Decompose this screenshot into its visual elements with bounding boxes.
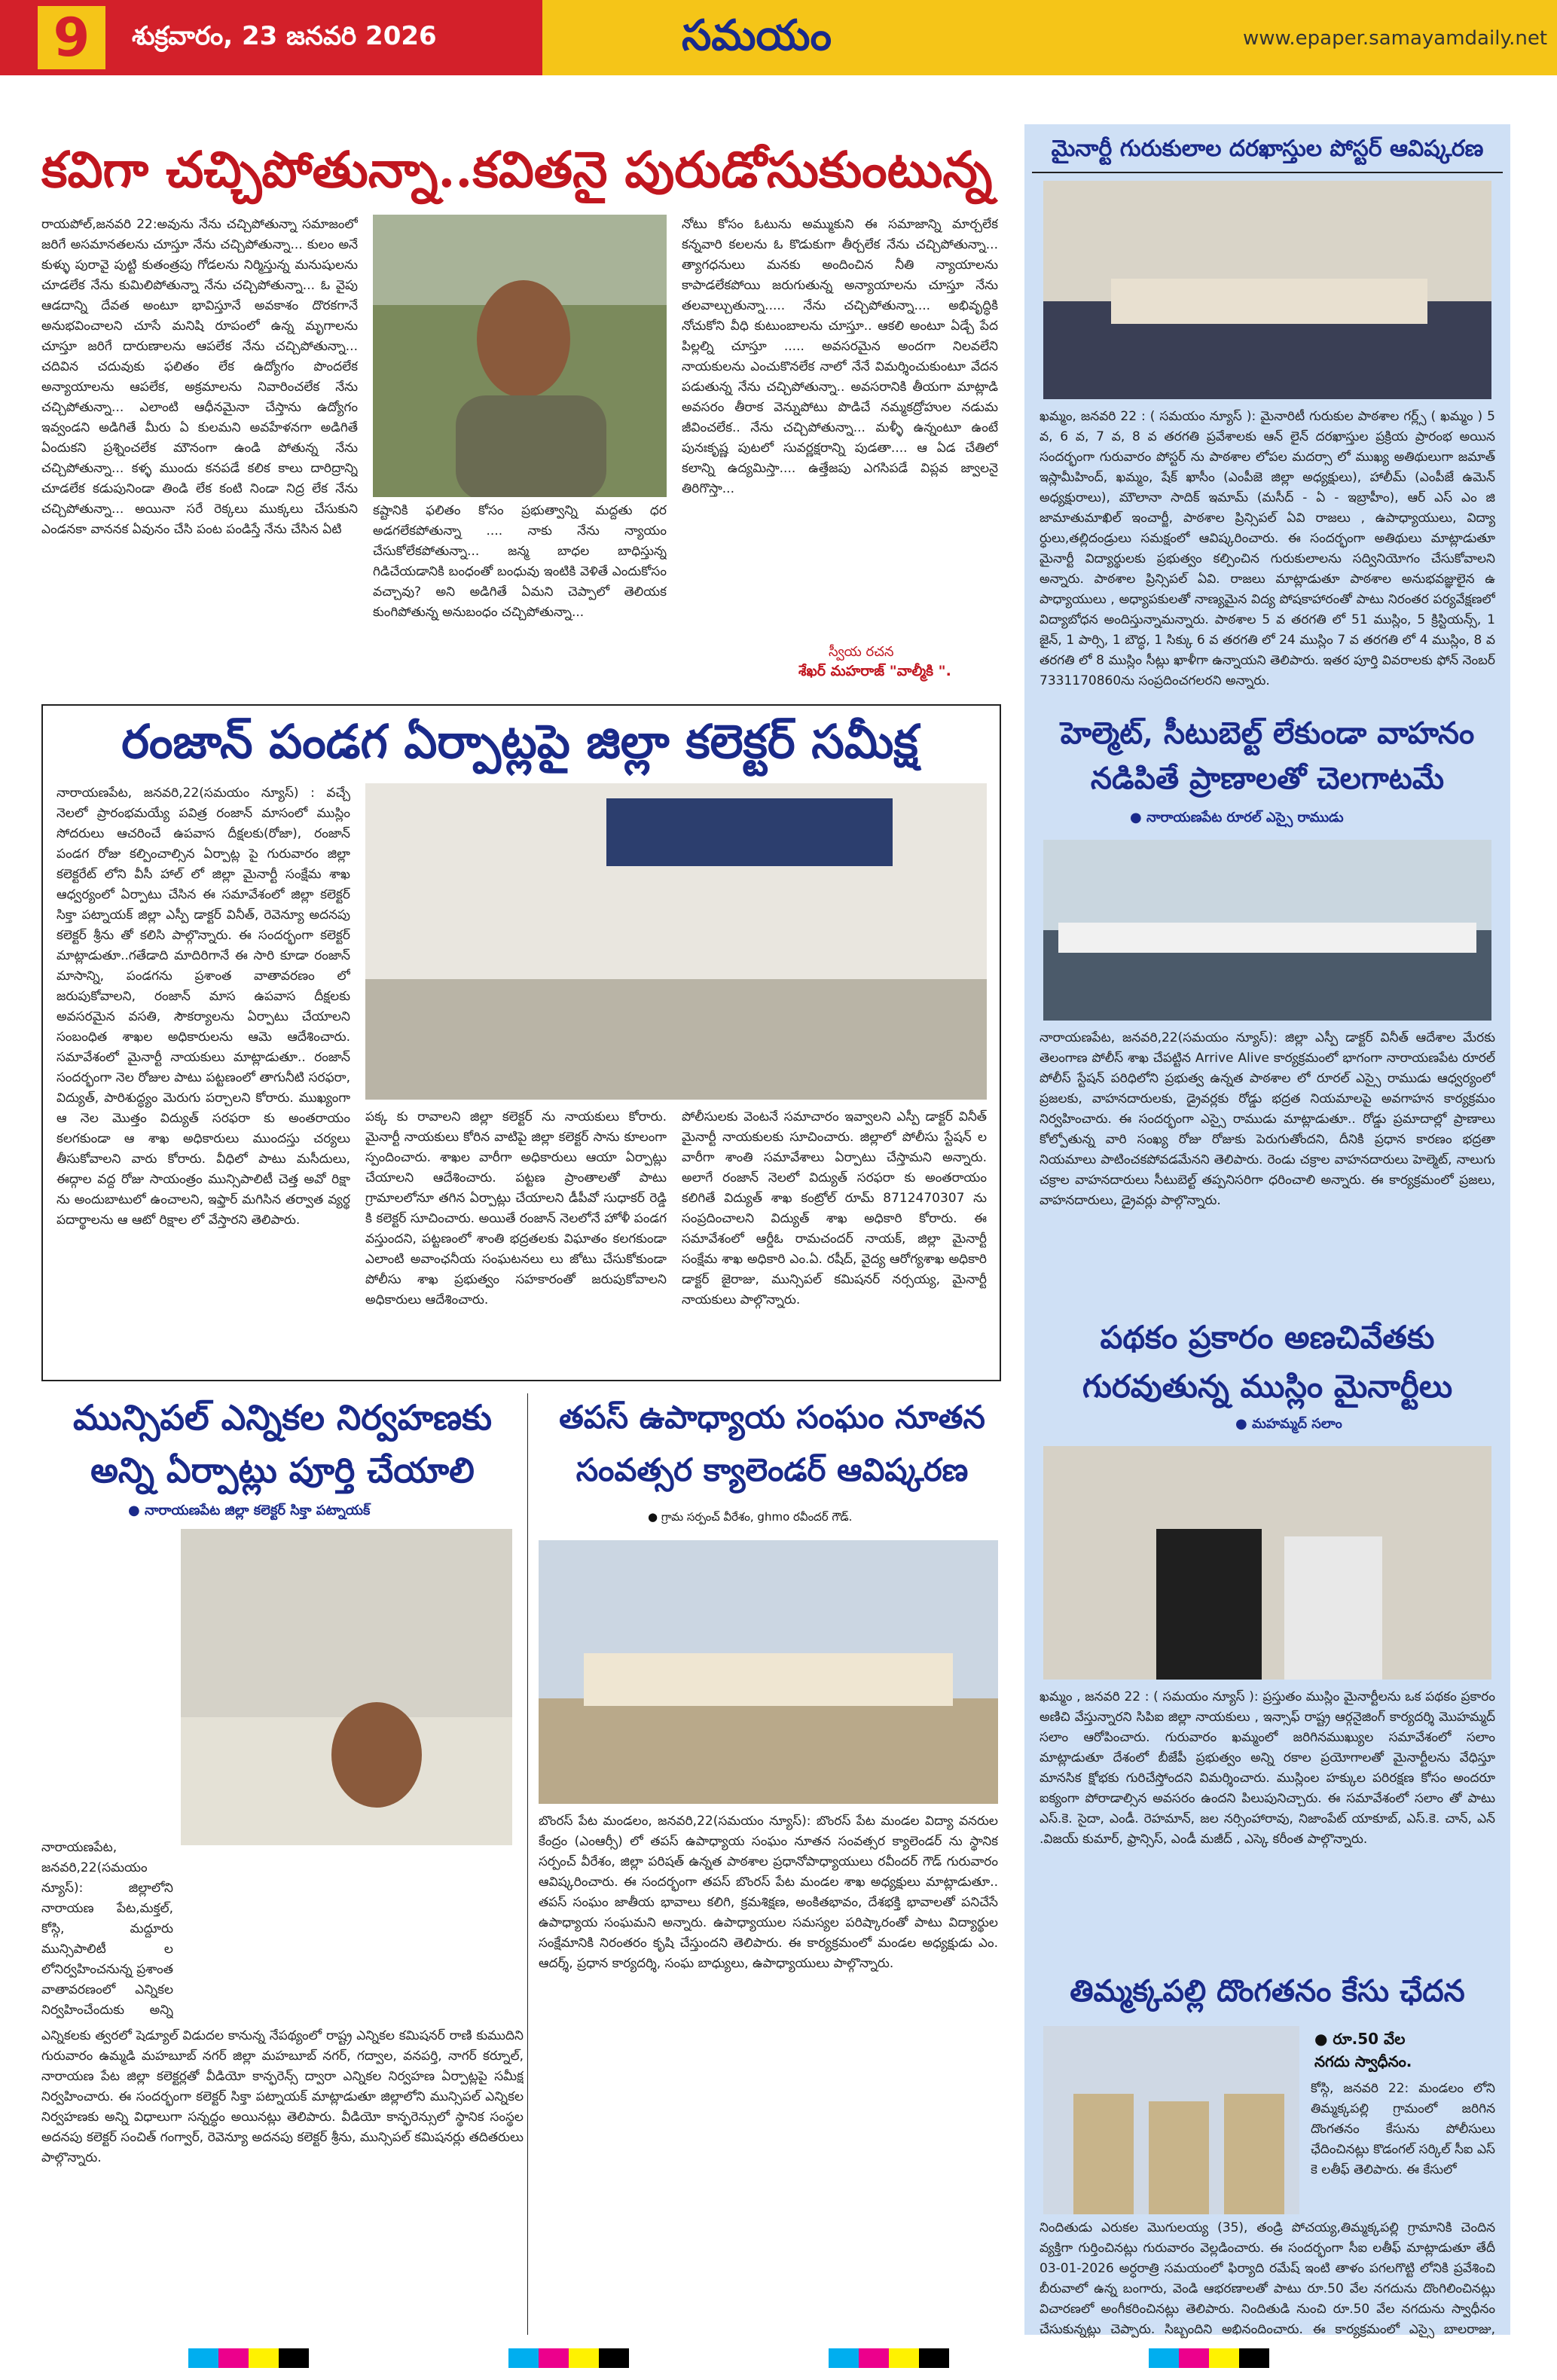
- ramzan-col1: నారాయణపేట, జనవరి,22(సమయం న్యూస్) : వచ్చే నెలలో ప్రారంభమయ్యే పవిత్ర రంజాన్ మాసంలో ముస్లిం సోదరులు ఆచరించే ఉపవాస దీక్షలకు(రోజా), రంజాన్ పండగ రోజు కల్పించాల్సిన ఏర్పాట్ల పై గురువారం జిల్లా కలెక్టరేట్ లోని వీసీ హాల్ లో జిల్లా మైనార్టీ సంక్షేమ శాఖ ఆధ్వర్యంలో ఏర్పాటు చేసిన ఈ సమావేశంలో జిల్లా కలెక్టర్ సిక్తా పట్నాయక్ జిల్లా ఎస్పీ డాక్టర్ వినీత్, రెవెన్యూ అదనపు కలెక్టర్ శ్రీను తో కలిసి పాల్గొన్నారు. ఈ సందర్భంగా కలెక్టర్ మాట్లాడుతూ..గతేడాది మాదిరిగానే ఈ సారి కూడా రంజాన్ మాసాన్ని, పండగను ప్రశాంత వాతావరణం లో జరుపుకోవాలని, రంజాన్ మాస ఉపవాస దీక్షలకు అవసరమైన వసతి, సౌకర్యాలను ఏర్పాటు చేయాలని సంబంధిత శాఖల అధికారులను ఆమె ఆదేశించారు. సమావేశంలో మైనార్టీ నాయకులు మాట్లాడుతూ.. రంజాన్ సందర్భంగా నెల రోజుల పాటు పట్టణంలో తాగునీటి సరఫరా, విద్యుత్, పారిశుద్ధ్యం మెరుగు పర్చాలని కోరారు. ముఖ్యంగా ఆ నెల మొత్తం విద్యుత్ సరఫరా కు అంతరాయం కలగకుండా ఆ శాఖ అధికారులు ముందస్తు చర్యలు తీసుకోవాలని వారు కోరారు. వీధిలో పాటు మసీదులు, ఈద్గాల వద్ద రోజు సాయంత్రం మున్సిపాలిటీ చెత్త అవో రిక్షా ను అందుబాటులో ఉంచాలని, ఇఫ్తార్ మగిసిన తర్వాత వ్యర్థ పదార్థాలను ఆ ఆటో రిక్షాల లో వేస్తారని తెలిపారు.: [56, 786, 350, 1228]
- ramzan-col2: పక్క కు రావాలని జిల్లా కలెక్టర్ ను నాయకులు కోరారు. మైనార్టీ నాయకులు కోరిన వాటిపై జిల్లా కలెక్టర్ సాను కూలంగా స్పందించారు. శాఖల వారీగా అధికారులు ఆయా ఏర్పాట్లు చేయాలని ఆదేశించారు. పట్టణ ప్రాంతాలతో పాటు గ్రామాలలోనూ తగిన ఏర్పాట్లు చేయాలని డీపీవో సుధాకర్ రెడ్డి కి కలెక్టర్ సూచించారు. అయితే రంజాన్ నెలలోనే హోళీ పండగ వస్తుందని, పట్టణంలో శాంతి భద్రతలకు విఘాతం కలగకుండా ఎలాంటి అవాంఛనీయ సంఘటనలు లు జోటు చేసుకోకుండా పోలీసు శాఖ ప్రభుత్వం సహకారంతో జరుపుకోవాలని అధికారులు ఆదేశించారు.: [365, 1109, 667, 1307]
- masthead: సమయం: [682, 11, 832, 60]
- epaper-url[interactable]: www.epaper.samayamdaily.net: [1243, 27, 1548, 50]
- minority-poster-photo: [1043, 181, 1491, 399]
- ramzan-col3: పోలీసులకు వెంటనే సమాచారం ఇవ్వాలని ఎస్పీ డాక్టర్ వినీత్ మైనార్టీ నాయకులకు సూచించారు. జిల్లాలో పోలీసు స్టేషన్ ల వారీగా శాంతి సమావేశాలు ఏర్పాటు చేస్తామని అన్నారు. అలాగే రంజాన్ నెలలో విద్యుత్ సరఫరా కు అంతరాయం కలిగితే విద్యుత్ శాఖ కంట్రోల్ రూమ్ 8712470307 ను సంప్రదించాలని విద్యుత్ శాఖ అధికారి కోరారు. ఈ సమావేశంలో ఆర్డీఓ రామచందర్ నాయక్, జిల్లా మైనార్టీ సంక్షేమ శాఖ అధికారి ఎం.ఏ. రషీద్, వైద్య ఆరోగ్యశాఖ అధికారి డాక్టర్ జైరాజు, మున్సిపల్ కమిషనర్ నర్సయ్య, మైనార్టీ నాయకులు పాల్గొన్నారు.: [682, 1109, 987, 1307]
- theft-tag-2: నగదు స్వాధీనం.: [1314, 2052, 1412, 2070]
- muslim-headline-1: పథకం ప్రకారం అణచివేతకు: [1100, 1319, 1435, 1356]
- helmet-photo: [1043, 840, 1491, 1021]
- helmet-photo-art: [1043, 840, 1491, 1021]
- ramzan-headline: రంజాన్ పండగ ఏర్పాట్లపై జిల్లా కలెక్టర్ సమీక్ష: [121, 714, 918, 769]
- ramzan-photo-art: [365, 783, 987, 1100]
- minority-poster-headline: మైనార్టీ గురుకులాల దరఖాస్తుల పోస్టర్ ఆవిష్కరణ: [1051, 136, 1484, 162]
- tapas-body: బొంరస్ పేట మండలం, జనవరి,22(సమయం న్యూస్): బొంరస్ పేట మండల విద్యా వనరుల కేంద్రం (ఎంఆర్సీ) లో తపస్ ఉపాధ్యాయ సంఘం నూతన సంవత్సర క్యాలెండర్ ను స్థానిక సర్పంచ్ వీరేశం, జిల్లా పరిషత్ ఉన్నత పాఠశాల ప్రధానోపాధ్యాయులు రవీందర్ గౌడ్ గురువారం ఆవిష్కరించారు. ఈ సందర్భంగా తపస్ బొంరస్ పేట మండల శాఖ అధ్యక్షులు మాట్లాడుతూ.. తపస్ సంఘం జాతీయ భావాలు కలిగి, క్రమశిక్షణ, అంకితభావం, దేశభక్తి భావాలతో పనిచేసే ఉపాధ్యాయ సంఘమని అన్నారు. ఉపాధ్యాయుల సమస్యల పరిష్కారంతో పాటు విద్యార్థుల సంక్షేమానికి నిరంతరం కృషి చేస్తుందని తెలిపారు. ఈ కార్యక్రమంలో మండల అధ్యక్షుడు ఎం. ఆదర్శ్, ప్రధాన కార్యదర్శి, సంఘ బాధ్యులు, ఉపాధ్యాయులు పాల్గొన్నారు.: [539, 1814, 998, 1971]
- divider: [1032, 172, 1503, 173]
- theft-headline: తిమ్మక్కపల్లి దొంగతనం కేసు ఛేదన: [1070, 1973, 1465, 2009]
- theft-tag-1: ● రూ.50 వేల: [1314, 2030, 1406, 2048]
- poem-author: శేఖర్ మహరాజ్ "వాల్మీకి ".: [798, 663, 951, 679]
- tapas-headline-1: తపస్ ఉపాధ్యాయ సంఘం నూతన: [559, 1399, 985, 1436]
- tapas-headline-2: సంవత్సర క్యాలెండర్ ఆవిష్కరణ: [575, 1451, 969, 1488]
- minority-poster-body: ఖమ్మం, జనవరి 22 : ( సమయం న్యూస్ ): మైనారిటీ గురుకుల పాఠశాల గర్ల్స్ ( ఖమ్మం ) 5 వ, 6 వ, 7 వ, 8 వ తరగతి ప్రవేశాలకు ఆన్ లైన్ దరఖాస్తుల ప్రక్రియ ప్రారంభ అయిన సందర్భంగా గురువారం పోస్టర్ ను పాఠశాల లోపల మదర్సా లో ముఖ్య అతిథులుగా జమాత్ ఇస్లామీహింద్, ఖమ్మం, షేక్ ఖాసీం (ఎంపీజె జిల్లా అధ్యక్షులు), హాలీమ్ (ఎంపీజే ఉమెన్ అధ్యక్షురాలు), మౌలానా సాదిక్ ఇమామ్ (మసీద్ - ఏ - ఇబ్రాహీం), ఆర్ ఎస్ ఎం జి జామాతుమాఖిల్ ఇంచార్జీ, పాఠశాల ప్రిన్సిపల్ ఏవి రాజలు , ఉపాధ్యాయులు, విద్యా ర్ధులు,తల్లిదండ్రులు సమక్షంలో ఆవిష్కరించారు. ఈ సందర్భంగా అతిథులు మాట్లాడుతూ మైనార్టీ విద్యార్థులకు ప్రభుత్వం కల్పించిన గురుకులాలను సద్వినియోగం చేసుకోవాలని అన్నారు. పాఠశాల ప్రిన్సిపల్ ఏవి. రాజలు మాట్లాడుతూ పాఠశాల అనుభవజ్ఞులైన ఉ పాధ్యాయులు , అధ్యాపకులతో నాణ్యమైన విద్య పోషకాహారంతో పాటు నిరంతర పర్యవేక్షణలో విద్యాబోధన అందిస్తున్నామన్నారు. పాఠశాల 5 వ తరగతి లో 51 ముస్లిం, 5 క్రిస్టియన్స్, 1 జైన్, 1 పార్సి, 1 బౌద్ధ, 1 సిక్కు 6 వ తరగతి లో 24 ముస్లిం 7 వ తరగతి లో 4 ముస్లిం, 8 వ తరగతి లో 8 ముస్లిం సీట్లు ఖాళీగా ఉన్నాయని తెలిపారు. ఇతర పూర్తి వివరాలకు ఫోన్ నెంబర్ 7331170860ను సంప్రదించగలరని అన్నారు.: [1040, 409, 1495, 688]
- poet-photo: [373, 215, 667, 497]
- minority-poster-photo-art: [1043, 181, 1491, 399]
- helmet-body: నారాయణపేట, జనవరి,22(సమయం న్యూస్): జిల్లా ఎస్పీ డాక్టర్ వినీత్ ఆదేశాల మేరకు తెలంగాణ పోలీస్ శాఖ చేపట్టిన Arrive Alive కార్యక్రమంలో భాగంగా నారాయణపేట రూరల్ పోలీస్ స్టేషన్ పరిధిలోని ప్రభుత్వ ఉన్నత పాఠశాల లో రూరల్ ఎస్సై రాముడు ఆధ్వర్యంలో ప్రజలకు, వాహనదారులకు, డ్రైవర్లకు రోడ్డు భద్రత నియమాలపై అవగాహన కార్యక్రమం నిర్వహించారు. ఈ సందర్భంగా ఎస్సై రాముడు మాట్లాడుతూ.. రోడ్డు ప్రమాదాల్లో ప్రాణాలు కోల్పోతున్న వారి సంఖ్య రోజు రోజుకు పెరుగుతోందని, దీనికి ప్రధాన కారణం భద్రతా నియమాలు పాటించకపోవడమేనని తెలిపారు. రెండు చక్రాల వాహనదారులు హెల్మెట్, నాలుగు చక్రాల వాహనదారులు సీటుబెల్ట్ తప్పనిసరిగా ధరించాలి అన్నారు. ఈ కార్యక్రమంలో ప్రజలు, వాహనదారులు, డ్రైవర్లు పాల్గొన్నారు.: [1040, 1030, 1495, 1208]
- muslim-byline: ● మహమ్మద్ సలాం: [1235, 1416, 1342, 1432]
- municipal-headline-1: మున్సిపల్ ఎన్నికల నిర్వహణకు: [72, 1397, 493, 1438]
- municipal-headline-2: అన్ని ఏర్పాట్లు పూర్తి చేయాలి: [90, 1450, 475, 1491]
- municipal-byline: ● నారాయణపేట జిల్లా కలెక్టర్ సిక్తా పట్నాయక్: [128, 1503, 371, 1518]
- helmet-byline: ● నారాయణపేట రూరల్ ఎస్సై రాముడు: [1130, 810, 1344, 825]
- column-divider: [527, 1393, 528, 2335]
- tapas-photo: [539, 1540, 998, 1804]
- municipal-body: ఎన్నికలకు త్వరలో షెడ్యూల్ విడుదల కానున్న నేపథ్యంలో రాష్ట్ర ఎన్నికల కమిషనర్ రాణి కుముదిని గురువారం ఉమ్మడి మహబూబ్ నగర్ జిల్లా మహబూబ్ నగర్, గద్వాల, వనపర్తి, నాగర్ కర్నూల్, నారాయణ పేట జిల్లా కలెక్టర్లతో వీడియో కాన్ఫరెన్స్ ద్వారా ఎన్నికల నిర్వహణ ఏర్పాట్లపై సమీక్ష నిర్వహించారు. ఈ సందర్భంగా కలెక్టర్ సిక్తా పట్నాయక్ మాట్లాడుతూ జిల్లాలోని మున్సిపల్ ఎన్నికల నిర్వహణకు అన్ని విధాలుగా సన్నద్ధం అయినట్లు తెలిపారు. వీడియో కాన్ఫరెన్సులో స్థానిక సంస్థల అదనపు కలెక్టర్ సంచిత్ గంగ్వార్, రెవెన్యూ అదనపు కలెక్టర్ శ్రీను, మున్సిపల్ కమిషనర్లు తదితరులు పాల్గొన్నారు.: [41, 2028, 524, 2165]
- muslim-photo: [1043, 1446, 1491, 1680]
- poet-photo-art: [373, 215, 667, 497]
- helmet-headline-2: నడిపితే ప్రాణాలతో చెలగాటమే: [1090, 761, 1445, 796]
- poem-credit-label: స్వీయ రచన: [829, 644, 894, 660]
- muslim-headline-2: గురవుతున్న ముస్లిం మైనార్టీలు: [1082, 1368, 1453, 1405]
- tapas-photo-art: [539, 1540, 998, 1804]
- theft-body: నిందితుడు ఎరుకల మొగులయ్య (35), తండ్రి పోచయ్య,తిమ్మక్కపల్లి గ్రామానికి చెందిన వ్యక్తిగా గుర్తించినట్లు గురువారం వెల్లడించారు. ఈ సందర్భంగా సీఐ లతీఫ్ మాట్లాడుతూ తేదీ 03-01-2026 అర్ధరాత్రి సమయంలో ఫిర్యాది రమేష్ ఇంటి తాళం పగలగొట్టి లోనికి ప్రవేశించి బీరువాలో ఉన్న బంగారు, వెండి ఆభరణాలతో పాటు రూ.50 వేల నగదును దొంగిలించినట్లు విచారణలో అంగీకరించినట్లు తెలిపారు. నిందితుడి నుంచి రూ.50 వేల నగదును స్వాధీనం చేసుకున్నట్లు చెప్పారు. సిబ్బందిని అభినందించారు. ఈ కార్యక్రమంలో ఎస్సై బాలరాజు,: [1040, 2220, 1495, 2337]
- color-registration-strip: [188, 2348, 1469, 2371]
- theft-photo-art: [1043, 2026, 1299, 2214]
- helmet-headline-1: హెల్మెట్, సీటుబెల్ట్ లేకుండా వాహనం: [1060, 716, 1475, 751]
- poem-col1: రాయపోల్,జనవరి 22:అవును నేను చచ్చిపోతున్నా సమాజంలో జరిగే అసమానతలను చూస్తూ నేను చచ్చిపోతున్నా... కులం అనే కుళ్ళు పురావై పుట్టి కుతంత్రపు గోడలను నిర్మిస్తున్న మనుషులను చూడలేక నేను కుమిలిపోతున్నా నేను చచ్చిపోతున్నా... ఓ వైపు ఆడదాన్ని దేవత అంటూ భావిస్తూనే అవకాశం దొరకగానే అనుభవించాలని చూసే మనిషి రూపంలో ఉన్న మృగాలను చూస్తూ జరిగే దారుణాలను ఆపలేక నేను చచ్చిపోతున్నా... చదివిన చదువుకు ఫలితం లేక ఉద్యోగం పొందలేక అన్యాయాలను ఆపలేక, అక్రమాలను నివారించలేక నేను చచ్చిపోతున్నా... ఎలాంటి ఆధీనమైనా చేస్తాను ఉద్యోగం ఇవ్వండని అడిగితే మీరు ఏ కులమని అవహేళనగా అడిగితే ఏందుకని ప్రశ్నించలేక మౌనంగా ఉండి పోతున్న నేను చచ్చిపోతున్నా... కళ్ళ ముందు కనపడే కలిక కాలు దారిద్రాన్ని చూడలేక కడుపునిండా తిండి లేక కంటి నిండా నిద్ర లేక నేను చచ్చిపోతున్నా... అయినా సరే రెక్కలు ముక్కలు చేసుకుని ఎండనకా వాననక ఏవునం చేసి పంట పండిస్తే నేను చేసిన ఏటి: [41, 217, 358, 537]
- page-header: [0, 0, 1557, 75]
- municipal-body-left: నారాయణపేట, జనవరి,22(సమయం న్యూస్): జిల్లాలోని నారాయణ పేట,మక్తల్, కోస్గి, మద్దూరు మున్సిపాలిటీ ల లోనిర్వహించనున్న ప్రశాంత వాతావరణంలో ఎన్నికల నిర్వహించేందుకు అన్ని: [41, 1840, 173, 2018]
- muslim-photo-art: [1043, 1446, 1491, 1680]
- municipal-photo-art: [181, 1529, 512, 1845]
- issue-date: శుక్రవారం, 23 జనవరి 2026: [132, 21, 437, 51]
- theft-body-right: కోస్గి, జనవరి 22: మండలం లోని తిమ్మక్కపల్లి గ్రామంలో జరిగిన దొంగతనం కేసును పోలీసులు ఛేదించినట్లు కొడంగల్ సర్కిల్ సీఐ ఎస్ కె లతీఫ్ తెలిపారు. ఈ కేసులో: [1311, 2081, 1495, 2177]
- municipal-photo: [181, 1529, 512, 1845]
- poem-col2: కష్టానికి ఫలితం కోసం ప్రభుత్వాన్ని మద్దతు ధర అడగలేకపోతున్నా .... నాకు నేను న్యాయం చేసుకోలేకపోతున్నా... జన్మ బాధల బాధిస్తున్న గిడిచేయడానికి బంధంతో బంధువు ఇంటికి వెళితే ఎందుకోసం వచ్చావు? అని అడిగితే ఏమని చెప్పాలో తెలియక కుంగిపోతున్న అనుబంధం చచ్చిపోతున్నా...: [373, 503, 667, 620]
- poem-headline: కవిగా చచ్చిపోతున్నా..కవితనై పురుడోసుకుంటున్న: [41, 140, 993, 199]
- poem-col3: నోటు కోసం ఓటును అమ్ముకుని ఈ సమాజాన్ని మార్చలేక కన్నవారి కలలను ఓ కొడుకుగా తీర్చలేక నేను చచ్చిపోతున్నా... త్యాగధనులు మనకు అందించిన నీతి న్యాయాలను కాపాడలేకపోయి జరుగుతున్న అన్యాయాలను చూస్తూ నేను తలవాల్చుతున్నా..... నేను చచ్చిపోతున్నా.... అభివృద్ధికి నోచుకోని వీధి కుటుంబాలను చూస్తూ.. ఆకలి అంటూ ఏడ్చే పేద పిల్లల్ని చూస్తూ ..... అవసరమైన అందగా నిలవలేని నాయకులను ఎంచుకొనలేక నాలో నేనే విమర్శించుకుంటూ వేదన పడుతున్న నేను చచ్చిపోతున్నా.. అవసరానికి తీయగా మాట్లాడి అవసరం తీరాక వెన్నుపోటు పొడిచే నమ్మకద్రోహుల నడుమ జీవించలేక.. నేను చచ్చిపోతున్నా... మళ్ళీ ఉన్నంటూ ఉంటే పునఃకృష్ణ పుటలో సువర్ణక్షరాన్ని పుడతా.... ఆ ఏడ చేతిలో కలాన్ని ఉద్యమిస్తా.... ఉత్తేజపు ఎగసిపడే విప్లవ జ్వాలనై తిరిగొస్తా...: [682, 217, 998, 496]
- tapas-byline: ● గ్రామ సర్పంచ్ వీరేశం, ghmo రవీందర్ గౌడ్.: [648, 1510, 853, 1524]
- theft-photo: [1043, 2026, 1299, 2214]
- muslim-body: ఖమ్మం , జనవరి 22 : ( సమయం న్యూస్ ): ప్రస్తుతం ముస్లిం మైనార్టీలను ఒక పథకం ప్రకారం అణిచి వేస్తున్నారని సిపిఐ జిల్లా నాయకులు , ఇన్సాఫ్ రాష్ట్ర ఆర్గనైజింగ్ కార్యదర్శి మొహమ్మద్ సలాం ఆరోపించారు. గురువారం ఖమ్మంలో జరిగినముఖ్యుల సమావేశంలో సలాం మాట్లాడుతూ దేశంలో బీజేపీ ప్రభుత్వం అన్ని రకాల ప్రయోగాలతో మైనార్టీలను వేధిస్తూ మానసిక క్షోభకు గురిచేస్తోందని విమర్శించారు. ముస్లింల హక్కుల పరిరక్షణ కోసం అందరూ ఐక్యంగా పోరాడాల్సిన అవసరం ఉందని పిలుపునిచ్చారు. ఈ సమావేశంలో సలాం తో పాటు ఎస్.కె. సైదా, ఎండీ. రెహమాన్, జల నర్సింహారావు, నిజాంపేట్ యాకూబ్, ఎస్.కె. చాన్, ఎన్ .విజయ్ కుమార్, ఫ్రాన్సిస్, ఎండీ మజీద్ , ఎస్కె కరీంత పాల్గొన్నారు.: [1040, 1689, 1495, 1847]
- page-number: 9: [38, 6, 105, 69]
- ramzan-photo: [365, 783, 987, 1100]
